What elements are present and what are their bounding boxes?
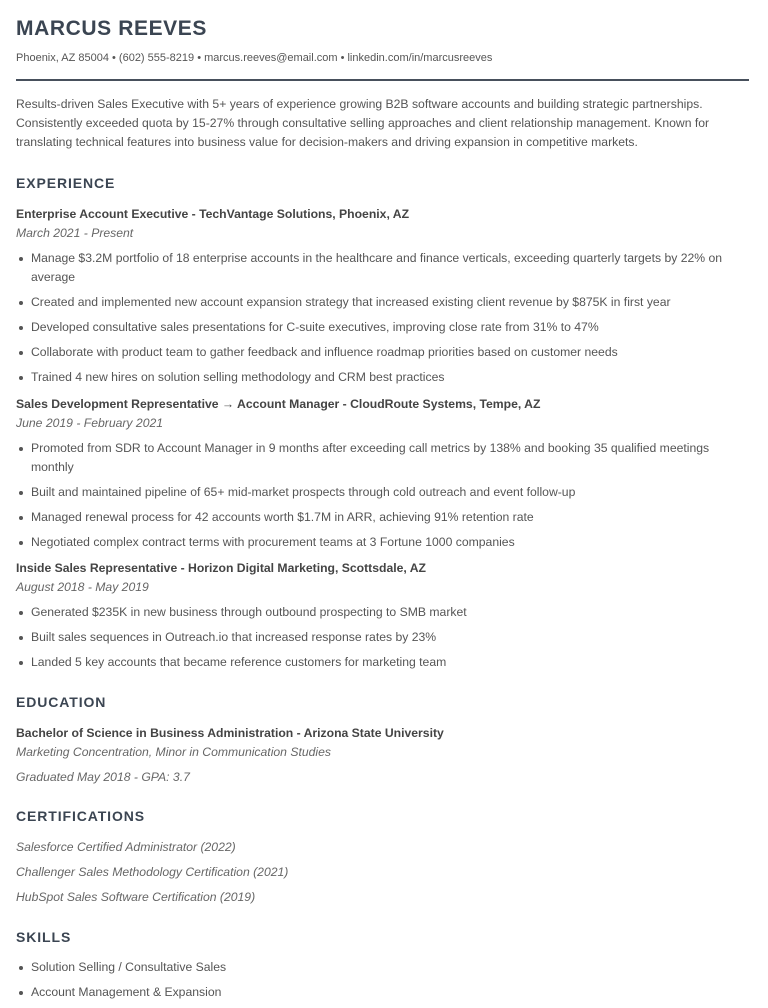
- experience-heading: EXPERIENCE: [16, 175, 116, 191]
- job-dates: March 2021 - Present: [16, 226, 134, 240]
- job-title: Enterprise Account Executive - TechVantage Solutions, Phoenix, AZ: [16, 207, 410, 221]
- list-item: Solution Selling / Consultative Sales: [16, 958, 746, 977]
- contact-line: Phoenix, AZ 85004 • (602) 555-8219 • marcus.reeves@email.com • linkedin.com/in/marcusreeves: [16, 52, 493, 64]
- header-divider: [16, 79, 749, 81]
- list-item: Account Management & Expansion: [16, 983, 746, 1002]
- skills-list: [16, 958, 746, 1008]
- job-dates: August 2018 - May 2019: [16, 580, 149, 594]
- list-item: Created and implemented new account expansion strategy that increased existing client revenue by $875K in first year: [16, 293, 746, 312]
- list-item: Built sales sequences in Outreach.io that increased response rates by 23%: [16, 628, 746, 647]
- professional-summary: Results-driven Sales Executive with 5+ years of experience growing B2B software accounts and building strategic partnerships. Consistently exceeded quota by 15-27% through consultative selling approaches and client relationship management. Known for translating technical features into business value for decision-makers and driving expansion in competitive markets.: [16, 97, 710, 149]
- list-item: Manage $3.2M portfolio of 18 enterprise accounts in the healthcare and finance verticals, exceeding quarterly targets by 22% on average: [16, 249, 746, 287]
- certification-item: Challenger Sales Methodology Certification (2021): [16, 865, 289, 879]
- list-item: Built and maintained pipeline of 65+ mid-market prospects through cold outreach and event follow-up: [16, 483, 746, 502]
- list-item: Collaborate with product team to gather feedback and influence roadmap priorities based on customer needs: [16, 343, 746, 362]
- list-item: Negotiated complex contract terms with procurement teams at 3 Fortune 1000 companies: [16, 533, 746, 552]
- candidate-name: MARCUS REEVES: [16, 17, 207, 40]
- job-bullets: [16, 249, 746, 393]
- list-item: Managed renewal process for 42 accounts worth $1.7M in ARR, achieving 91% retention rate: [16, 508, 746, 527]
- list-item: Trained 4 new hires on solution selling methodology and CRM best practices: [16, 368, 746, 387]
- job-title: Sales Development Representative → Account Manager - CloudRoute Systems, Tempe, AZ: [16, 397, 541, 411]
- list-item: Landed 5 key accounts that became reference customers for marketing team: [16, 653, 746, 672]
- job-dates: June 2019 - February 2021: [16, 416, 164, 430]
- education-heading: EDUCATION: [16, 694, 107, 710]
- degree-title: Bachelor of Science in Business Administration - Arizona State University: [16, 726, 444, 740]
- list-item: Promoted from SDR to Account Manager in 9 months after exceeding call metrics by 138% and booking 35 qualified meetings monthly: [16, 439, 746, 477]
- graduation-line: Graduated May 2018 - GPA: 3.7: [16, 770, 190, 784]
- certifications-heading: CERTIFICATIONS: [16, 808, 146, 824]
- list-item: Developed consultative sales presentations for C-suite executives, improving close rate from 31% to 47%: [16, 318, 746, 337]
- certification-item: HubSpot Sales Software Certification (2019): [16, 890, 256, 904]
- skills-heading: SKILLS: [16, 929, 72, 945]
- certification-item: Salesforce Certified Administrator (2022): [16, 840, 236, 854]
- degree-detail: Marketing Concentration, Minor in Communication Studies: [16, 745, 331, 759]
- list-item: Generated $235K in new business through outbound prospecting to SMB market: [16, 603, 746, 622]
- job-bullets: [16, 603, 746, 678]
- job-title: Inside Sales Representative - Horizon Digital Marketing, Scottsdale, AZ: [16, 561, 426, 575]
- job-bullets: [16, 439, 746, 558]
